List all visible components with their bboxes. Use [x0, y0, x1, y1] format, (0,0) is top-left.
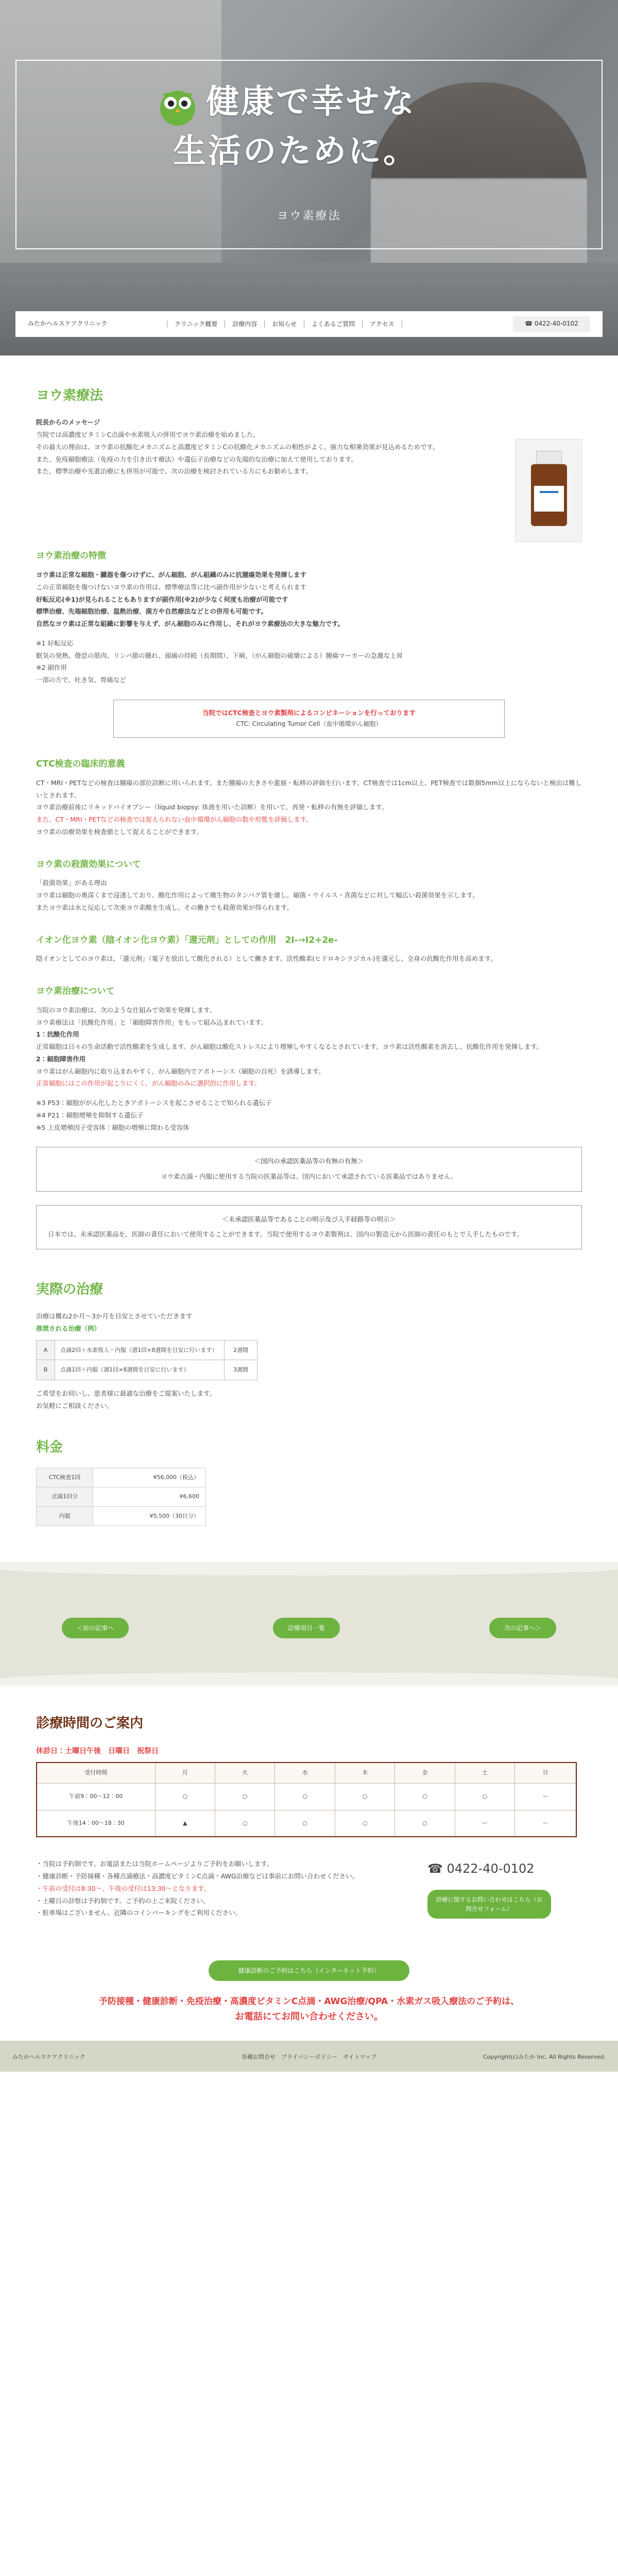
section-title-iodine: ヨウ素療法 — [36, 388, 104, 403]
section-title-actual: 実際の治療 — [36, 1281, 104, 1297]
global-nav — [15, 311, 603, 337]
hero-title-line1: 健康で幸せな — [206, 83, 416, 121]
ion-heading: イオン化ヨウ素（陰イオン化ヨウ素）「還元剤」としての作用 2I-→I2+2e- — [36, 935, 338, 945]
intro-block: 院長からのメッセージ 当院では高濃度ビタミンC点滴や水素吸入の併用でヨウ素治療を始めました。 その最大の理由は、ヨウ素の抗酸化メカニズムと高濃度ビタミンCの抗酸化メカニズムの相性がよく、強力な相乗効果が見込めるためです。 また、免疫細胞療法（免疫の力を引き出す療法）や遺伝子治療などの先端的な治療に加えて使用しております。 また、標準治療や先進治療にも併用が可能で、次の治療を検討されている方にもお勧めします。 — [36, 416, 582, 530]
fee-table — [36, 1468, 206, 1527]
clinic-name[interactable]: みたかヘルスケアクリニック — [28, 320, 108, 328]
treatment-table — [36, 1340, 258, 1380]
nav-item-faq[interactable]: よくあるご質問 — [304, 320, 362, 328]
nav-phone[interactable]: ☎ 0422-40-0102 — [513, 316, 590, 332]
footer-clinic-name[interactable]: みたかヘルスケアクリニック — [12, 2053, 85, 2060]
services-list-button[interactable]: 診療項目一覧 — [273, 1618, 340, 1638]
next-article-button[interactable]: 次の記事へ＞ — [489, 1618, 556, 1638]
ctc-heading: CTC検査の臨床的意義 — [36, 759, 125, 770]
table-row: 内服 ¥5,500（30日分） — [37, 1506, 206, 1526]
nav-item-services[interactable]: 診療内容 — [225, 320, 264, 328]
main-content: ヨウ素療法 院長からのメッセージ 当院では高濃度ビタミンC点滴や水素吸入の併用でヨウ素治療を始めました。 その最大の理由は、ヨウ素の抗酸化メカニズムと高濃度ビタミンCの抗酸化メカニズムの相性がよく、強力な相乗効果が見込めるためです。 また、免疫細胞療法（免疫の力を引き出す療法）や遺伝子治療などの先端的な治療に加えて使用しております。 また、標準治療や先進治療にも併用が可能で、次の治療を検討されている方にもお勧めします。 ヨウ素治療の特徴 ヨウ素は正常な細胞・臓器を傷つけずに、がん細胞、がん組織のみに抗腫瘍効果を発揮します この正常細胞を傷つけないヨウ素の作用は、標準療法等に比べ副作用が少ないと考えられます 好転反応(※1)が見られることもありますが副作用(※2)が少なく何度も治療が可能です 標準治療、先端細胞治療、温熱治療、漢方や自然療法などとの併用も可能です。 自然なヨウ素は正常な組織に影響を与えず、がん細胞のみに作用し、それがヨウ素療法の大きな魅力です。 ※1 好転反応 眠気の発熱、倦怠の筋肉、リンパ節の腫れ、頭痛の持続（長期間）、下痢、（がん細胞の破壊による）腫瘍マーカーの急激な上昇 ※2 副作用 一部の方で、吐き気、胃痛など 当院ではCTC検査とヨウ素製剤によるコンビネーションを行っております CTC: Circulating Tumor Cell（血中循環がん細胞） CTC検査の臨床的意義 CT・MRI・PETなどの検査は腫瘍の部位診断に用いられます。また腫瘍の大きさや進展・転移の評価を行います。CT検査では1cm以上、PET検査では数個5mm以上にならないと検出は難しいとされます。 ヨウ素治療前後にリキッドバイオプシー（liquid biopsy: 体液を用いた診断）を用いて、再発・転移の有無を評価します。 また、CT・MRI・PETなどの検査では捉えられない血中循環がん細胞の数や形態を評価します。 ヨウ素の治療効果を検査値として捉えることができます。 ヨウ素の殺菌効果について 「殺菌効果」がある理由 ヨウ素は細胞の奥深くまで浸透しており、酸化作用によって微生物のタンパク質を壊し、細菌・ウイルス・真菌などに対して幅広い殺菌効果を示します。 またヨウ素は水と反応して次亜ヨウ素酸を生成し、その働きでも殺菌効果が得られます。 イオン化ヨウ素（陰イオン化ヨウ素）「還元剤」としての作用 2I-→I2+2e- 陰イオンとしてのヨウ素は、「還元剤」（電子を放出して酸化される）として働きます。活性酸素(ヒドロキシラジカル)を還元し、全身の抗酸化作用を高めます。 ヨウ素治療について 当院のヨウ素治療は、次のような仕組みで効果を発揮します。 ヨウ素療法は「抗酸化作用」と「細胞障害作用」をもって組み込まれています。 1：抗酸化作用 正常細胞は日々の生命活動で活性酸素を生成します。がん細胞は酸化ストレスにより増殖しやすくなるとされています。ヨウ素は活性酸素を消去し、抗酸化作用を発揮します。 2：細胞障害作用 ヨウ素はがん細胞内に取り込まれやすく、がん細胞内でアポトーシス（細胞の自死）を誘導します。 正常細胞にはこの作用が起こりにくく、がん細胞のみに選択的に作用します。 ※3 P53：細胞ががん化したときアポトーシスを起こさせることで知られる遺伝子 ※4 P21：細胞増殖を抑制する遺伝子 ※5 上皮増殖因子受容体：細胞の増殖に関わる受容体 ＜国内の承認医薬品等の有無の有無＞ ヨウ素点滴・内服に使用する当院の医薬品等は、国内において承認されている医薬品ではありません。 ＜未承認医薬品等であることの明示及び入手経路等の明示＞ 日本では、未承認医薬品を、医師の責任において使用することができます。当院で使用するヨウ素製剤は、国内の製造元から医師の責任のもとで入手したものです。 実際の治療 治療は概ね2か月〜3か月を目安とさせていただきます 推奨される治療（例） A 点滴2回＋水素吸入・内服（週1回×8週間を目安に行います） 2週間 B 点滴1回＋内服（週1回×8週間を目安に行います） 3週間 ご希望をお伺いし、患者様に最適な治療をご提案いたします。 お気軽にご相談ください。 料金 CTC検査1回 ¥56,000（税込） 点滴1回分 ¥6,600 内服 ¥5,500（30日分） — [36, 355, 582, 1526]
nav-item-access[interactable]: アクセス — [362, 320, 402, 328]
unapproved-disclosure-box: ＜未承認医薬品等であることの明示及び入手経路等の明示＞ 日本では、未承認医薬品を、医師の責任において使用することができます。当院で使用するヨウ素製剤は、国内の製造元から医師の責任のもとで入手したものです。 — [36, 1205, 582, 1249]
article-nav-band — [0, 1562, 618, 1686]
table-row: CTC検査1回 ¥56,000（税込） — [37, 1468, 206, 1487]
table-row: B 点滴1回＋内服（週1回×8週間を目安に行います） 3週間 — [37, 1360, 258, 1380]
schedule-header-row: 受付時間 月 火 水 木 金 土 日 — [37, 1762, 576, 1783]
iodine-treatment-heading: ヨウ素治療について — [36, 986, 115, 997]
phone-reservation-notice: 予防接種・健康診断・免疫治療・高濃度ビタミンC点滴・AWG治療/QPA・水素ガス吸入療法のご予約は、 お電話にてお問い合わせください。 — [98, 1996, 520, 2023]
copyright: Copyright(c)みたか Inc. All Rights Reserved. — [483, 2053, 606, 2060]
hero-title-line2: 生活のために。 — [173, 132, 418, 171]
section-title-fee: 料金 — [36, 1439, 63, 1455]
table-row: 午前9：00〜12：00 ○ ○ ○ ○ ○ ○ ー — [37, 1783, 576, 1810]
online-reservation-button[interactable]: 健康診断のご予約はこちら（インターネット予約） — [209, 1960, 409, 1981]
intro-heading: 院長からのメッセージ — [36, 418, 100, 427]
footer-links[interactable]: 各種お問合せ プライバシーポリシー サイトマップ — [241, 2053, 377, 2060]
owl-logo-icon — [154, 81, 201, 128]
recommend-heading: 推奨される治療（例） — [36, 1325, 101, 1333]
hero-subtitle: ヨウ素療法 — [277, 210, 341, 223]
prev-article-button[interactable]: ＜前の記事へ — [62, 1618, 129, 1638]
nav-item-about[interactable]: クリニック概要 — [167, 320, 225, 328]
schedule-phone[interactable]: ☎ 0422-40-0102 — [427, 1861, 535, 1876]
nav-item-news[interactable]: お知らせ — [264, 320, 304, 328]
iodine-bottle-image — [515, 439, 582, 542]
schedule-notes: ・当院は予約制です。お電話または当院ホームページよりご予約をお願いします。 ・健康診断・予防接種・各種点滴療法・高濃度ビタミンC点滴・AWG治療などは事前にお問い合わせください。 ・午前の受付は8:30〜、午後の受付は13:30〜となります。 ・土曜日の診察は予約制です。ご予約の上ご来院ください。 ・駐車場はございません。近隣のコインパーキングをご利用ください。 — [36, 1860, 359, 1917]
fee-section — [36, 1438, 582, 1527]
contact-form-button[interactable]: 診療に関するお問い合わせはこちら（お問合せフォーム） — [427, 1890, 551, 1919]
schedule-section — [36, 1711, 582, 1919]
schedule-info — [36, 1858, 582, 1919]
schedule-table — [36, 1762, 577, 1837]
closed-days: 休診日：土曜日午後 日曜日 祝祭日 — [36, 1747, 159, 1756]
footer — [0, 2041, 618, 2072]
schedule-title: 診療時間のご案内 — [36, 1716, 144, 1732]
nav-menu — [167, 320, 513, 328]
kill-heading: ヨウ素の殺菌効果について — [36, 859, 141, 870]
features-heading: ヨウ素治療の特徴 — [36, 551, 106, 562]
hero-section — [0, 0, 618, 355]
table-row: 点滴1回分 ¥6,600 — [37, 1487, 206, 1507]
table-row: 午後14：00〜18：30 ▲ ○ ○ ○ ○ ー ー — [37, 1810, 576, 1837]
approval-status-box: ＜国内の承認医薬品等の有無の有無＞ ヨウ素点滴・内服に使用する当院の医薬品等は、国内において承認されている医薬品ではありません。 — [36, 1147, 582, 1191]
ctc-notice-box: 当院ではCTC検査とヨウ素製剤によるコンビネーションを行っております CTC: Circulating Tumor Cell（血中循環がん細胞） — [113, 700, 505, 738]
table-row: A 点滴2回＋水素吸入・内服（週1回×8週間を目安に行います） 2週間 — [37, 1340, 258, 1360]
